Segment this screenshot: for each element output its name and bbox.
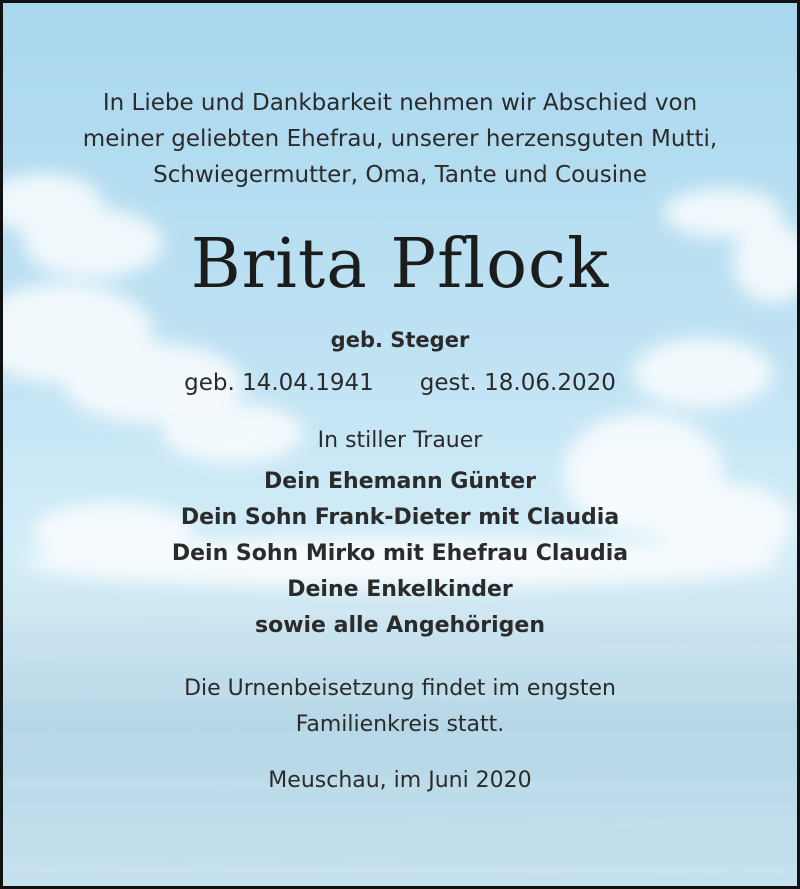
mourner-3: Dein Sohn Mirko mit Ehefrau Claudia [171,541,629,566]
burial-note [3,671,797,743]
mourner-1: Dein Ehemann Günter [263,469,537,494]
intro-line-2: meiner geliebten Ehefrau, unserer herzensguten Mutti, [82,126,718,152]
intro-line-3: Schwiegermutter, Oma, Tante und Cousine [153,162,647,188]
mourners-list [3,464,797,644]
death-date: gest. 18.06.2020 [419,370,616,396]
burial-note-line-1: Die Urnenbeisetzung findet im engsten [184,676,616,701]
life-dates [3,370,797,396]
place-and-date: Meuschau, im Juni 2020 [268,768,532,793]
mourner-4: Deine Enkelkinder [287,577,513,602]
intro-text [3,85,797,193]
burial-note-line-2: Familienkreis statt. [295,712,505,737]
deceased-name: Brita Pflock [190,225,610,304]
birth-date: geb. 14.04.1941 [184,370,374,396]
mourner-5: sowie alle Angehörigen [254,613,546,638]
intro-line-1: In Liebe und Dankbarkeit nehmen wir Abschied von [102,90,698,116]
obituary-text [3,3,797,886]
mourning-intro: In stiller Trauer [317,428,483,453]
mourner-2: Dein Sohn Frank-Dieter mit Claudia [180,505,620,530]
maiden-name: geb. Steger [330,328,470,352]
